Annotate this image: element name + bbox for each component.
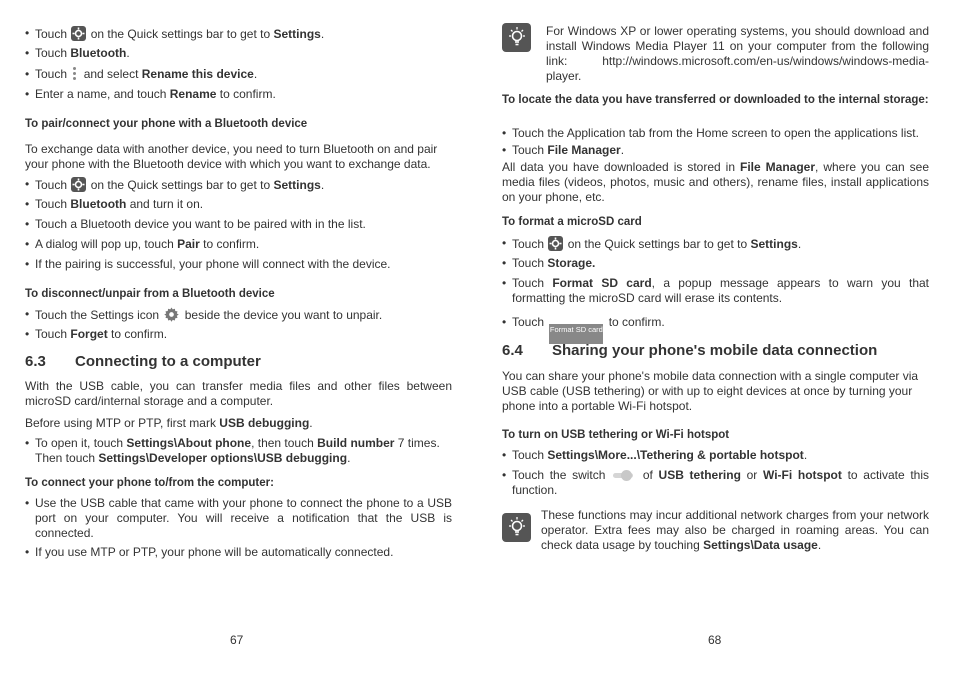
- list-item: • Touch the Settings icon beside the device you want to unpair.: [25, 307, 452, 323]
- page-number: 68: [708, 633, 722, 647]
- page-number: 67: [230, 633, 244, 647]
- list-item: • Touch File Manager.: [502, 143, 929, 158]
- more-vert-icon: [72, 67, 78, 81]
- list-item: • Touch on the Quick settings bar to get to Settings.: [25, 26, 452, 42]
- list-item: • Touch Format SD card to confirm.: [502, 315, 929, 344]
- subheading: To format a microSD card: [502, 216, 642, 228]
- paragraph: Before using MTP or PTP, first mark USB debugging.: [25, 416, 313, 430]
- list-item: • Touch a Bluetooth device you want to be paired with in the list.: [25, 217, 452, 232]
- settings-icon: [71, 177, 86, 192]
- list-item: • Touch Format SD card, a popup message appears to warn you that formatting the microSD card will erase its contents.: [502, 276, 929, 306]
- list-item: • Touch Settings\More...\Tethering & portable hotspot.: [502, 448, 929, 463]
- list-item: • Touch Bluetooth.: [25, 46, 452, 61]
- subheading: To disconnect/unpair from a Bluetooth device: [25, 288, 275, 300]
- settings-icon: [548, 236, 563, 251]
- subheading: To locate the data you have transferred or downloaded to the internal storage:: [502, 94, 929, 106]
- subheading: To turn on USB tethering or Wi-Fi hotspot: [502, 429, 730, 441]
- tip-text: These functions may incur additional network charges from your network operator. Extra fees may also be charged in roaming areas. You can check data usage by touching Settings\Data usage.: [541, 508, 929, 552]
- tip-text: For Windows XP or lower operating systems, you should download and install Windows Media Player 11 on your computer from the following link: http://windows.microsoft.com/en-us/windows/windows-media-player.: [546, 24, 929, 83]
- subheading: To connect your phone to/from the computer:: [25, 477, 274, 489]
- section-heading: 6.3 Connecting to a computer: [25, 353, 261, 370]
- list-item: • Touch Bluetooth and turn it on.: [25, 197, 452, 212]
- paragraph: To exchange data with another device, you need to turn Bluetooth on and pair your phone with the Bluetooth device with which you want to exchange data.: [25, 142, 438, 171]
- list-item: • If you use MTP or PTP, your phone will be automatically connected.: [25, 545, 452, 560]
- list-item: • Touch on the Quick settings bar to get to Settings.: [25, 177, 452, 193]
- subheading: To pair/connect your phone with a Bluetooth device: [25, 118, 308, 130]
- gear-icon: [164, 307, 179, 322]
- list-item: • Touch and select Rename this device.: [25, 67, 452, 82]
- paragraph: With the USB cable, you can transfer media files and other files between microSD card/internal storage and a computer.: [25, 379, 452, 408]
- paragraph: You can share your phone's mobile data connection with a single computer via USB cable (USB tethering) or with up to eight devices at once by turning your phone into a portable Wi-Fi hotspot.: [502, 369, 919, 413]
- list-item: • Enter a name, and touch Rename to confirm.: [25, 87, 452, 102]
- format-sd-card-button: Format SD card: [549, 324, 603, 344]
- toggle-switch-icon: [613, 470, 635, 480]
- list-item: • To open it, touch Settings\About phone, then touch Build number 7 times. Then touch Settings\Developer options\USB debugging.: [25, 436, 452, 466]
- list-item: • Touch the Application tab from the Home screen to open the applications list.: [502, 126, 929, 141]
- list-item: • A dialog will pop up, touch Pair to confirm.: [25, 237, 452, 252]
- list-item: • Touch Storage.: [502, 256, 929, 271]
- lightbulb-tip-icon: [502, 23, 531, 52]
- paragraph: All data you have downloaded is stored in File Manager, where you can see media files (videos, photos, music and others), rename files, install applications on your phone, etc.: [502, 160, 930, 204]
- section-heading: 6.4 Sharing your phone's mobile data connection: [502, 342, 878, 359]
- list-item: • Touch Forget to confirm.: [25, 327, 452, 342]
- list-item: • Touch on the Quick settings bar to get to Settings.: [502, 236, 929, 252]
- list-item: • Use the USB cable that came with your phone to connect the phone to a USB port on your computer. You will receive a notification that the USB is connected.: [25, 496, 452, 541]
- settings-icon: [71, 26, 86, 41]
- lightbulb-tip-icon: [502, 513, 531, 542]
- list-item: • If the pairing is successful, your phone will connect with the device.: [25, 257, 452, 272]
- list-item: • Touch the switch of USB tethering or Wi-Fi hotspot to activate this function.: [502, 468, 929, 498]
